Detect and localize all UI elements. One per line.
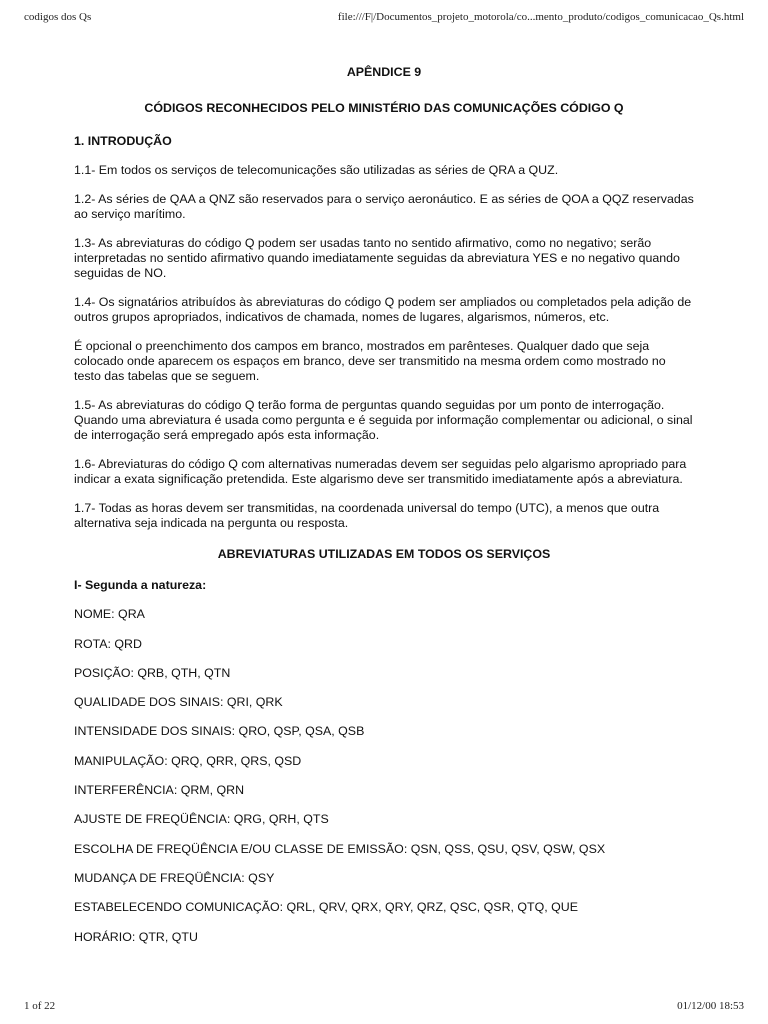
paragraph-1-5: 1.5- As abreviaturas do código Q terão forma de perguntas quando seguidas por um ponto de interrogação. Quando uma abreviatura é usada como pergunta e é seguida por informação complementar ou adicional, o sinal de interrogação será empregado após esta informação. <box>74 398 693 442</box>
list-item: INTERFERÊNCIA: QRM, QRN <box>74 783 245 798</box>
paragraph-1-2: 1.2- As séries de QAA a QNZ são reservados para o serviço aeronáutico. E as séries de QOA a QQZ reservadas ao serviço marítimo. <box>74 192 694 221</box>
page-counter: 1 of 22 <box>24 1000 56 1012</box>
list-item: MUDANÇA DE FREQÜÊNCIA: QSY <box>74 870 275 885</box>
list-item: HORÁRIO: QTR, QTU <box>74 929 198 944</box>
file-path-header: file:///F|/Documentos_projeto_motorola/co...mento_produto/codigos_comunicacao_Qs.html <box>337 11 744 23</box>
list-item: QUALIDADE DOS SINAIS: QRI, QRK <box>74 695 283 710</box>
paragraph-optional-fields: É opcional o preenchimento dos campos em branco, mostrados em parênteses. Qualquer dado que seja colocado onde aparecem os espaços em branco, deve ser transmitido na mesma ordem como mostrado no testo das tabelas que se seguem. <box>74 339 666 383</box>
paragraph-1-7: 1.7- Todas as horas devem ser transmitidas, na coordenada universal do tempo (UTC), a menos que outra alternativa seja indicada na pergunta ou resposta. <box>74 501 660 530</box>
print-header <box>24 11 744 25</box>
document-body <box>74 60 694 945</box>
list-item: AJUSTE DE FREQÜÊNCIA: QRG, QRH, QTS <box>74 812 329 827</box>
nature-heading: I- Segunda a natureza: <box>74 578 207 592</box>
list-item: POSIÇÃO: QRB, QTH, QTN <box>74 665 231 680</box>
paragraph-1-1: 1.1- Em todos os serviços de telecomunicações são utilizadas as séries de QRA a QUZ. <box>74 163 559 177</box>
section-heading-introduction: 1. INTRODUÇÃO <box>74 134 172 148</box>
appendix-title: APÊNDICE 9 <box>346 65 422 79</box>
list-item: NOME: QRA <box>74 607 145 622</box>
abbreviation-list <box>74 607 694 944</box>
list-item: MANIPULAÇÃO: QRQ, QRR, QRS, QSD <box>74 753 302 768</box>
paragraph-1-6: 1.6- Abreviaturas do código Q com alternativas numeradas devem ser seguidas pelo algarismo apropriado para indicar a exata significação pretendida. Este algarismo deve ser transmitido imediatamente após a abreviatura. <box>74 457 687 486</box>
print-footer <box>24 1000 744 1014</box>
paragraph-1-3: 1.3- As abreviaturas do código Q podem ser usadas tanto no sentido afirmativo, como no negativo; serão interpretadas no sentido afirmativo quando imediatamente seguidas da abreviatura YES e no negativo quando seguidas de NO. <box>74 236 680 280</box>
print-timestamp: 01/12/00 18:53 <box>677 1000 744 1012</box>
paragraph-1-4: 1.4- Os signatários atribuídos às abreviaturas do código Q podem ser ampliados ou completados pela adição de outros grupos apropriados, indicativos de chamada, nomes de lugares, algarismos, números, etc. <box>74 295 692 324</box>
list-item: ROTA: QRD <box>74 636 142 651</box>
main-title: CÓDIGOS RECONHECIDOS PELO MINISTÉRIO DAS COMUNICAÇÕES CÓDIGO Q <box>144 101 624 115</box>
list-item: ESCOLHA DE FREQÜÊNCIA E/OU CLASSE DE EMISSÃO: QSN, QSS, QSU, QSV, QSW, QSX <box>74 841 606 856</box>
list-item: INTENSIDADE DOS SINAIS: QRO, QSP, QSA, QSB <box>74 724 365 739</box>
list-item: ESTABELECENDO COMUNICAÇÃO: QRL, QRV, QRX, QRY, QRZ, QSC, QSR, QTQ, QUE <box>74 900 578 915</box>
services-heading: ABREVIATURAS UTILIZADAS EM TODOS OS SERVIÇOS <box>217 547 551 561</box>
page-title-header: codigos dos Qs <box>24 11 92 23</box>
